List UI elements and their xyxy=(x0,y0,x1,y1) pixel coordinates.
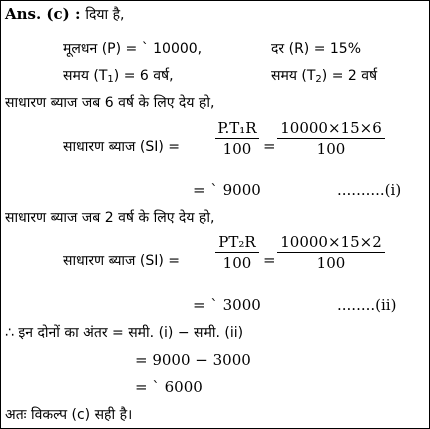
case1-calc-denominator: 100 xyxy=(316,140,346,158)
case2-lhs: साधारण ब्याज (SI) = xyxy=(63,253,181,269)
case1-lhs: साधारण ब्याज (SI) = xyxy=(63,139,181,155)
fraction-bar xyxy=(277,252,385,253)
case2-calc-denominator: 100 xyxy=(316,254,346,272)
case2-equals: = xyxy=(263,251,276,269)
case2-calc-fraction xyxy=(277,233,385,272)
conclusion-text: अतः विकल्प (c) सही है। xyxy=(5,407,133,423)
case1-equals: = xyxy=(263,137,276,155)
case2-formula-denominator: 100 xyxy=(222,254,252,272)
answer-header xyxy=(5,5,124,24)
case1-formula-denominator: 100 xyxy=(222,140,252,158)
principal-value: मूलधन (P) = ` 10000, xyxy=(63,41,203,57)
answer-label: Ans. (c) : xyxy=(5,5,81,23)
case1-calc-numerator: 10000×15×6 xyxy=(280,119,382,137)
fraction-bar xyxy=(277,138,385,139)
time2-value: समय $(T_2) = 2$ वर्ष xyxy=(271,68,378,85)
fraction-bar xyxy=(215,252,259,253)
case1-formula-numerator: P.T₁R xyxy=(217,119,257,137)
fraction-bar xyxy=(215,138,259,139)
difference-statement: ∴ इन दोनों का अंतर = समी. (i) − समी. (ii) xyxy=(5,325,244,341)
case1-calc-fraction xyxy=(277,119,385,158)
time1-value: समय $(T_1) = 6$ वर्ष, xyxy=(63,68,174,85)
case1-heading: साधारण ब्याज जब 6 वर्ष के लिए देय हो, xyxy=(5,95,215,111)
case2-calc-numerator: 10000×15×2 xyxy=(280,233,382,251)
case1-result: = ` 9000 xyxy=(193,181,261,199)
case2-heading: साधारण ब्याज जब 2 वर्ष के लिए देय हो, xyxy=(5,210,215,226)
difference-step1: = 9000 − 3000 xyxy=(135,351,251,369)
case2-formula-numerator: PT₂R xyxy=(218,233,256,251)
difference-step2: = ` 6000 xyxy=(135,378,203,396)
case2-result: = ` 3000 xyxy=(193,296,261,314)
given-label: दिया है, xyxy=(85,7,125,23)
rate-value: दर (R) = 15% xyxy=(271,41,362,57)
case1-reference: ..........(i) xyxy=(337,181,402,199)
case2-reference: ........(ii) xyxy=(337,296,397,314)
case2-formula-fraction xyxy=(215,233,259,272)
case1-formula-fraction xyxy=(215,119,259,158)
